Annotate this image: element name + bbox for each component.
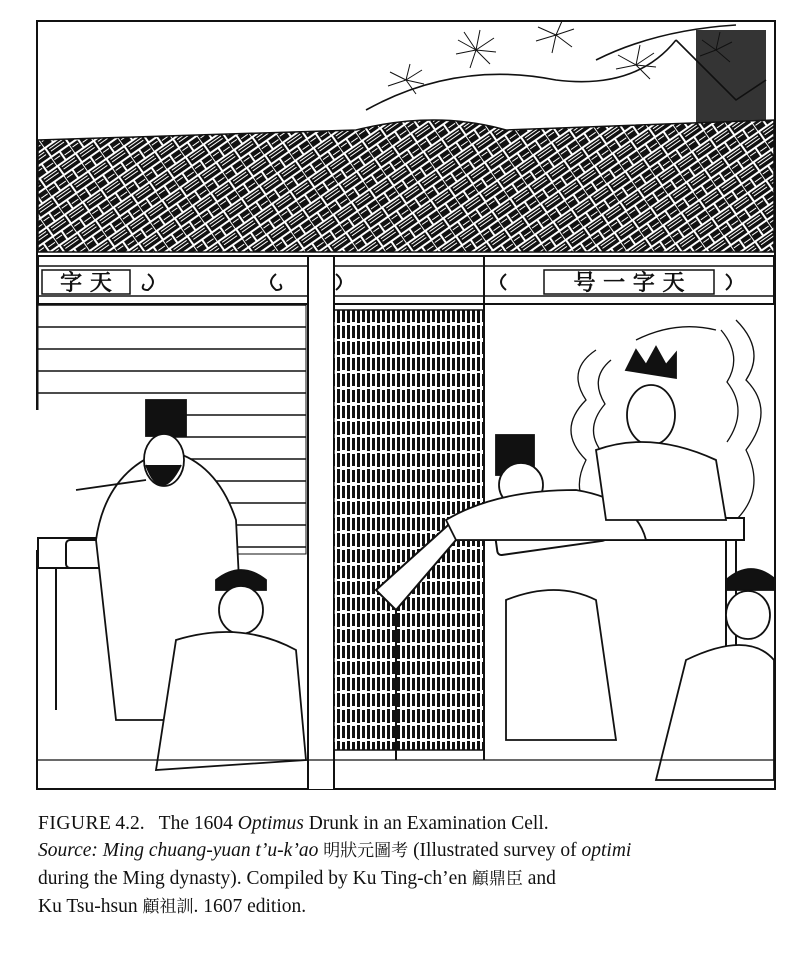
right-banner-text: 号 一 字 天	[573, 271, 685, 296]
left-banner-text: 字 天	[60, 271, 112, 296]
source-cjk-title: 明狀元圖考	[323, 841, 409, 861]
edition-text: . 1607 edition.	[193, 896, 307, 917]
compiler-cjk-name: 顧鼎臣	[471, 869, 523, 889]
caption-title-pre: The 1604	[158, 813, 238, 834]
caption-line-3	[38, 865, 778, 893]
tiled-wall	[38, 120, 774, 252]
caption-title-post: Drunk in an Examination Cell.	[303, 813, 549, 834]
compiler-text: during the Ming dynasty). Compiled by Ku Ting-ch’en	[38, 868, 472, 889]
caption-line-2	[38, 837, 778, 865]
figure-label: FIGURE	[38, 813, 112, 834]
figure-caption	[38, 810, 778, 921]
compiler-and: and	[522, 868, 556, 889]
caption-title-italic: Optimus	[237, 813, 304, 834]
source-title: Source: Ming chuang-yuan t’u-k’ao	[38, 840, 319, 861]
figure-number: 4.2.	[115, 813, 145, 834]
central-post	[308, 256, 334, 790]
caption-line-1	[38, 810, 778, 837]
source-translation: (Illustrated survey of	[413, 840, 582, 861]
source-translation-italic: optimi	[581, 840, 632, 861]
second-compiler: Ku Tsu-hsun	[38, 896, 143, 917]
second-compiler-cjk-name: 顧祖訓	[142, 897, 194, 917]
caption-line-4	[38, 893, 778, 921]
woodblock-illustration	[36, 20, 776, 790]
